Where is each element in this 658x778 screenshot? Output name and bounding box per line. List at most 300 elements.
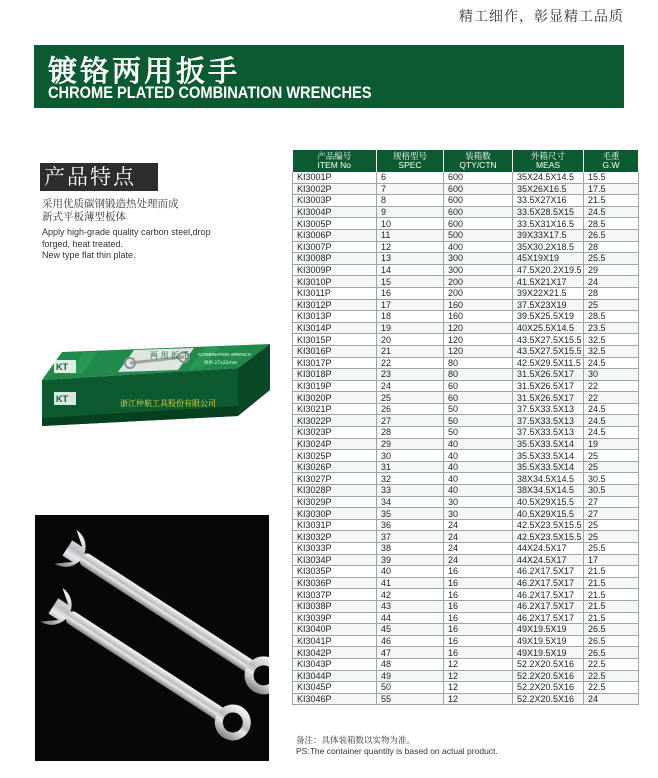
cell-item-no: KI3036P: [293, 577, 377, 589]
header-item-no-en: ITEM No: [317, 160, 352, 170]
cell-gw: 17.5: [584, 183, 639, 195]
cell-meas: 35.5X33.5X14: [513, 461, 584, 473]
cell-gw: 26.5: [584, 647, 639, 659]
table-row: [293, 264, 639, 276]
cell-gw: 27: [584, 496, 639, 508]
table-row: [293, 566, 639, 578]
cell-item-no: KI3039P: [293, 612, 377, 624]
cell-item-no: KI3031P: [293, 519, 377, 531]
table-row: [293, 345, 639, 357]
table-row: [293, 287, 639, 299]
cell-spec: 23: [377, 369, 444, 381]
cell-qty-ctn: 16: [444, 647, 513, 659]
table-row: [293, 554, 639, 566]
cell-item-no: KI3011P: [293, 287, 377, 299]
cell-qty-ctn: 16: [444, 566, 513, 578]
cell-qty-ctn: 60: [444, 392, 513, 404]
cell-qty-ctn: 600: [444, 195, 513, 207]
cell-item-no: KI3043P: [293, 658, 377, 670]
cell-qty-ctn: 16: [444, 624, 513, 636]
cell-gw: 22: [584, 380, 639, 392]
header-item-no-zh: 产品编号: [317, 151, 352, 161]
footnote-zh: 备注：具体装箱数以实物为准。: [296, 735, 416, 745]
cell-spec: 43: [377, 600, 444, 612]
cell-spec: 28: [377, 427, 444, 439]
cell-item-no: KI3024P: [293, 438, 377, 450]
cell-item-no: KI3005P: [293, 218, 377, 230]
cell-item-no: KI3041P: [293, 635, 377, 647]
cell-item-no: KI3001P: [293, 172, 377, 183]
cell-meas: 43.5X27.5X15.5: [513, 334, 584, 346]
cell-spec: 26: [377, 403, 444, 415]
cell-item-no: KI3033P: [293, 543, 377, 555]
cell-gw: 24.5: [584, 403, 639, 415]
cell-qty-ctn: 200: [444, 287, 513, 299]
table-row: [293, 461, 639, 473]
cell-spec: 34: [377, 496, 444, 508]
table-row: [293, 229, 639, 241]
cell-meas: 31.5X26.5X17: [513, 392, 584, 404]
table-row: [293, 612, 639, 624]
cell-qty-ctn: 120: [444, 345, 513, 357]
cell-item-no: KI3035P: [293, 566, 377, 578]
cell-qty-ctn: 500: [444, 229, 513, 241]
cell-qty-ctn: 30: [444, 508, 513, 520]
cell-gw: 24.5: [584, 415, 639, 427]
cell-item-no: KI3015P: [293, 334, 377, 346]
cell-gw: 24.5: [584, 357, 639, 369]
cell-item-no: KI3037P: [293, 589, 377, 601]
cell-qty-ctn: 40: [444, 473, 513, 485]
cell-meas: 38X34.5X14.5: [513, 485, 584, 497]
table-row: [293, 183, 639, 195]
cell-item-no: KI3016P: [293, 345, 377, 357]
table-row: [293, 438, 639, 450]
cell-item-no: KI3046P: [293, 693, 377, 705]
cell-spec: 22: [377, 357, 444, 369]
cell-item-no: KI3027P: [293, 473, 377, 485]
table-row: [293, 624, 639, 636]
cell-gw: 30.5: [584, 473, 639, 485]
cell-spec: 46: [377, 635, 444, 647]
cell-gw: 32.5: [584, 334, 639, 346]
header-spec: [377, 150, 444, 172]
cell-qty-ctn: 40: [444, 450, 513, 462]
cell-qty-ctn: 600: [444, 183, 513, 195]
cell-spec: 44: [377, 612, 444, 624]
cell-meas: 52.2X20.5X16: [513, 670, 584, 682]
header-item-no: [293, 150, 377, 172]
cell-spec: 38: [377, 543, 444, 555]
cell-spec: 20: [377, 334, 444, 346]
package-image: [38, 330, 274, 430]
cell-spec: 12: [377, 241, 444, 253]
cell-gw: 27: [584, 508, 639, 520]
header-gw-en: G.W: [602, 160, 620, 170]
cell-meas: 39.5X25.5X19: [513, 311, 584, 323]
cell-meas: 52.2X20.5X16: [513, 658, 584, 670]
cell-item-no: KI3004P: [293, 206, 377, 218]
cell-gw: 22.5: [584, 670, 639, 682]
table-row: [293, 299, 639, 311]
cell-item-no: KI3002P: [293, 183, 377, 195]
cell-item-no: KI3009P: [293, 264, 377, 276]
package-brand: KT: [56, 362, 68, 372]
slogan: 精工细作，彰显精工品质: [459, 9, 624, 25]
cell-item-no: KI3019P: [293, 380, 377, 392]
cell-item-no: KI3030P: [293, 508, 377, 520]
table-row: [293, 241, 639, 253]
package-name-zh: 两 用 扳 手: [150, 351, 190, 360]
cell-meas: 47.5X20.2X19.5: [513, 264, 584, 276]
wrench-photo: [35, 515, 269, 761]
cell-meas: 33.5X31X16.5: [513, 218, 584, 230]
cell-qty-ctn: 40: [444, 438, 513, 450]
cell-gw: 25.5: [584, 253, 639, 265]
cell-meas: 38X34.5X14.5: [513, 473, 584, 485]
features-text-en: Apply high-grade quality carbon steel,drop forged, heat treated. New type flat thin plate.: [42, 227, 211, 260]
cell-gw: 29: [584, 264, 639, 276]
table-row: [293, 415, 639, 427]
table-row: [293, 427, 639, 439]
cell-qty-ctn: 40: [444, 485, 513, 497]
title-zh: 镀铬两用扳手: [48, 54, 241, 88]
header-spec-zh: 规格型号: [392, 151, 427, 161]
header-gw-zh: 毛重: [602, 151, 620, 161]
cell-qty-ctn: 16: [444, 600, 513, 612]
cell-spec: 6: [377, 172, 444, 183]
cell-meas: 44X24.5X17: [513, 554, 584, 566]
cell-qty-ctn: 300: [444, 253, 513, 265]
footnote: [296, 735, 498, 757]
cell-gw: 24: [584, 276, 639, 288]
cell-spec: 15: [377, 276, 444, 288]
table-row: [293, 485, 639, 497]
cell-qty-ctn: 120: [444, 322, 513, 334]
cell-spec: 48: [377, 658, 444, 670]
cell-qty-ctn: 80: [444, 369, 513, 381]
cell-gw: 25: [584, 531, 639, 543]
cell-qty-ctn: 16: [444, 577, 513, 589]
cell-item-no: KI3013P: [293, 311, 377, 323]
cell-gw: 23.5: [584, 322, 639, 334]
cell-qty-ctn: 12: [444, 670, 513, 682]
cell-item-no: KI3034P: [293, 554, 377, 566]
cell-spec: 17: [377, 299, 444, 311]
cell-qty-ctn: 120: [444, 334, 513, 346]
cell-meas: 49X19.5X19: [513, 635, 584, 647]
header-qty-ctn-zh: 装箱数: [465, 151, 491, 161]
cell-item-no: KI3022P: [293, 415, 377, 427]
cell-meas: 35.5X33.5X14: [513, 450, 584, 462]
cell-item-no: KI3007P: [293, 241, 377, 253]
cell-meas: 46.2X17.5X17: [513, 589, 584, 601]
cell-spec: 27: [377, 415, 444, 427]
cell-gw: 26.5: [584, 624, 639, 636]
table-row: [293, 658, 639, 670]
cell-meas: 31.5X26.5X17: [513, 380, 584, 392]
cell-gw: 21.5: [584, 577, 639, 589]
cell-spec: 21: [377, 345, 444, 357]
cell-gw: 30.5: [584, 485, 639, 497]
cell-gw: 26.5: [584, 229, 639, 241]
cell-qty-ctn: 24: [444, 543, 513, 555]
cell-spec: 47: [377, 647, 444, 659]
cell-spec: 11: [377, 229, 444, 241]
cell-qty-ctn: 40: [444, 461, 513, 473]
cell-meas: 35X26X16.5: [513, 183, 584, 195]
cell-qty-ctn: 12: [444, 658, 513, 670]
cell-gw: 25: [584, 299, 639, 311]
cell-spec: 45: [377, 624, 444, 636]
cell-spec: 33: [377, 485, 444, 497]
cell-spec: 29: [377, 438, 444, 450]
footnote-en: PS:The container quantity is based on actual product.: [296, 746, 498, 756]
table-row: [293, 508, 639, 520]
table-row: [293, 195, 639, 207]
header-meas-en: MEAS: [535, 160, 561, 170]
table-row: [293, 647, 639, 659]
cell-qty-ctn: 16: [444, 589, 513, 601]
cell-gw: 22.5: [584, 658, 639, 670]
cell-qty-ctn: 24: [444, 531, 513, 543]
cell-gw: 25: [584, 461, 639, 473]
cell-meas: 35.5X33.5X14: [513, 438, 584, 450]
cell-meas: 45X19X19: [513, 253, 584, 265]
cell-gw: 25: [584, 519, 639, 531]
cell-spec: 30: [377, 450, 444, 462]
cell-spec: 16: [377, 287, 444, 299]
table-row: [293, 682, 639, 694]
cell-spec: 50: [377, 682, 444, 694]
table-row: [293, 635, 639, 647]
table-row: [293, 276, 639, 288]
cell-meas: 44X24.5X17: [513, 543, 584, 555]
cell-item-no: KI3026P: [293, 461, 377, 473]
cell-item-no: KI3018P: [293, 369, 377, 381]
table-row: [293, 311, 639, 323]
cell-gw: 24.5: [584, 427, 639, 439]
cell-meas: 40.5X29X15.5: [513, 496, 584, 508]
cell-spec: 25: [377, 392, 444, 404]
cell-gw: 24: [584, 693, 639, 705]
cell-qty-ctn: 50: [444, 415, 513, 427]
cell-meas: 35X30.2X18.5: [513, 241, 584, 253]
cell-meas: 40.5X29X15.5: [513, 508, 584, 520]
cell-spec: 13: [377, 253, 444, 265]
cell-item-no: KI3023P: [293, 427, 377, 439]
cell-item-no: KI3010P: [293, 276, 377, 288]
cell-item-no: KI3044P: [293, 670, 377, 682]
cell-spec: 10: [377, 218, 444, 230]
cell-spec: 39: [377, 554, 444, 566]
cell-gw: 25.5: [584, 543, 639, 555]
table-row: [293, 543, 639, 555]
cell-spec: 7: [377, 183, 444, 195]
cell-item-no: KI3029P: [293, 496, 377, 508]
cell-qty-ctn: 30: [444, 496, 513, 508]
spec-table: [292, 150, 639, 705]
cell-item-no: KI3012P: [293, 299, 377, 311]
cell-meas: 52.2X20.5X16: [513, 693, 584, 705]
cell-qty-ctn: 80: [444, 357, 513, 369]
cell-meas: 39X33X17.5: [513, 229, 584, 241]
cell-gw: 22.5: [584, 682, 639, 694]
table-row: [293, 531, 639, 543]
features-title: 产品特点: [40, 163, 158, 191]
cell-spec: 31: [377, 461, 444, 473]
cell-spec: 18: [377, 311, 444, 323]
header-gw: [584, 150, 639, 172]
svg-text:KT: KT: [56, 394, 68, 404]
cell-item-no: KI3045P: [293, 682, 377, 694]
table-row: [293, 519, 639, 531]
cell-meas: 46.2X17.5X17: [513, 566, 584, 578]
cell-spec: 14: [377, 264, 444, 276]
title-en: CHROME PLATED COMBINATION WRENCHES: [48, 83, 372, 102]
cell-qty-ctn: 300: [444, 264, 513, 276]
cell-meas: 37.5X33.5X13: [513, 427, 584, 439]
package-spec: 规格 27x22mm: [204, 361, 238, 366]
cell-gw: 21.5: [584, 566, 639, 578]
cell-meas: 41.5X21X17: [513, 276, 584, 288]
table-row: [293, 392, 639, 404]
cell-qty-ctn: 60: [444, 380, 513, 392]
cell-meas: 46.2X17.5X17: [513, 612, 584, 624]
cell-gw: 21.5: [584, 612, 639, 624]
cell-spec: 49: [377, 670, 444, 682]
cell-meas: 43.5X27.5X15.5: [513, 345, 584, 357]
features-text-zh: 采用优质碳钢锻造热处理而成 新式平板薄型板体: [42, 198, 179, 223]
cell-qty-ctn: 12: [444, 682, 513, 694]
cell-spec: 40: [377, 566, 444, 578]
cell-gw: 28: [584, 241, 639, 253]
title-banner: [34, 45, 624, 108]
table-row: [293, 403, 639, 415]
cell-spec: 35: [377, 508, 444, 520]
cell-gw: 32.5: [584, 345, 639, 357]
cell-meas: 33.5X28.5X15: [513, 206, 584, 218]
cell-item-no: KI3017P: [293, 357, 377, 369]
cell-meas: 49X19.5X19: [513, 647, 584, 659]
cell-qty-ctn: 200: [444, 276, 513, 288]
cell-meas: 37.5X33.5X13: [513, 415, 584, 427]
cell-meas: 52.2X20.5X16: [513, 682, 584, 694]
cell-item-no: KI3040P: [293, 624, 377, 636]
table-row: [293, 380, 639, 392]
cell-spec: 19: [377, 322, 444, 334]
table-row: [293, 577, 639, 589]
cell-meas: 37.5X23X19: [513, 299, 584, 311]
table-row: [293, 253, 639, 265]
cell-gw: 28.5: [584, 311, 639, 323]
cell-gw: 28.5: [584, 218, 639, 230]
cell-spec: 32: [377, 473, 444, 485]
cell-item-no: KI3003P: [293, 195, 377, 207]
cell-qty-ctn: 50: [444, 427, 513, 439]
cell-spec: 41: [377, 577, 444, 589]
cell-gw: 15.5: [584, 172, 639, 183]
cell-meas: 39X22X21.5: [513, 287, 584, 299]
cell-gw: 25: [584, 450, 639, 462]
cell-qty-ctn: 600: [444, 206, 513, 218]
header-meas: [513, 150, 584, 172]
cell-item-no: KI3014P: [293, 322, 377, 334]
table-row: [293, 450, 639, 462]
cell-gw: 26.5: [584, 635, 639, 647]
cell-item-no: KI3032P: [293, 531, 377, 543]
cell-meas: 42.5X23.5X15.5: [513, 519, 584, 531]
cell-qty-ctn: 50: [444, 403, 513, 415]
cell-gw: 28: [584, 287, 639, 299]
cell-qty-ctn: 24: [444, 519, 513, 531]
header-meas-zh: 外箱尺寸: [530, 151, 565, 161]
table-row: [293, 693, 639, 705]
package-company: 浙江仲航工具股份有限公司: [120, 399, 216, 408]
cell-item-no: KI3006P: [293, 229, 377, 241]
cell-spec: 42: [377, 589, 444, 601]
table-row: [293, 357, 639, 369]
cell-meas: 49X19.5X19: [513, 624, 584, 636]
table-row: [293, 496, 639, 508]
cell-gw: 17: [584, 554, 639, 566]
cell-meas: 40X25.5X14.5: [513, 322, 584, 334]
table-row: [293, 670, 639, 682]
table-row: [293, 334, 639, 346]
cell-gw: 21.5: [584, 600, 639, 612]
cell-item-no: KI3028P: [293, 485, 377, 497]
table-body: [293, 172, 639, 705]
cell-meas: 46.2X17.5X17: [513, 600, 584, 612]
cell-spec: 24: [377, 380, 444, 392]
cell-qty-ctn: 160: [444, 299, 513, 311]
cell-spec: 55: [377, 693, 444, 705]
table-header-row: [293, 150, 639, 172]
cell-qty-ctn: 16: [444, 612, 513, 624]
header-qty-ctn-en: QTY/CTN: [459, 160, 497, 170]
table-row: [293, 206, 639, 218]
header-qty-ctn: [444, 150, 513, 172]
table-row: [293, 172, 639, 183]
cell-gw: 21.5: [584, 589, 639, 601]
cell-item-no: KI3042P: [293, 647, 377, 659]
cell-spec: 36: [377, 519, 444, 531]
cell-item-no: KI3020P: [293, 392, 377, 404]
table-row: [293, 322, 639, 334]
cell-meas: 31.5X26.5X17: [513, 369, 584, 381]
cell-meas: 42.5X23.5X15.5: [513, 531, 584, 543]
cell-item-no: KI3008P: [293, 253, 377, 265]
cell-item-no: KI3038P: [293, 600, 377, 612]
cell-gw: 21.5: [584, 195, 639, 207]
cell-meas: 35X24.5X14.5: [513, 172, 584, 183]
cell-gw: 24.5: [584, 206, 639, 218]
cell-qty-ctn: 24: [444, 554, 513, 566]
cell-item-no: KI3021P: [293, 403, 377, 415]
table-row: [293, 218, 639, 230]
cell-meas: 42.5X29.5X11.5: [513, 357, 584, 369]
cell-spec: 8: [377, 195, 444, 207]
cell-spec: 9: [377, 206, 444, 218]
cell-qty-ctn: 160: [444, 311, 513, 323]
cell-qty-ctn: 400: [444, 241, 513, 253]
cell-meas: 33.5X27X16: [513, 195, 584, 207]
cell-qty-ctn: 600: [444, 218, 513, 230]
table-row: [293, 369, 639, 381]
cell-qty-ctn: 600: [444, 172, 513, 183]
cell-gw: 19: [584, 438, 639, 450]
header-spec-en: SPEC: [398, 160, 422, 170]
